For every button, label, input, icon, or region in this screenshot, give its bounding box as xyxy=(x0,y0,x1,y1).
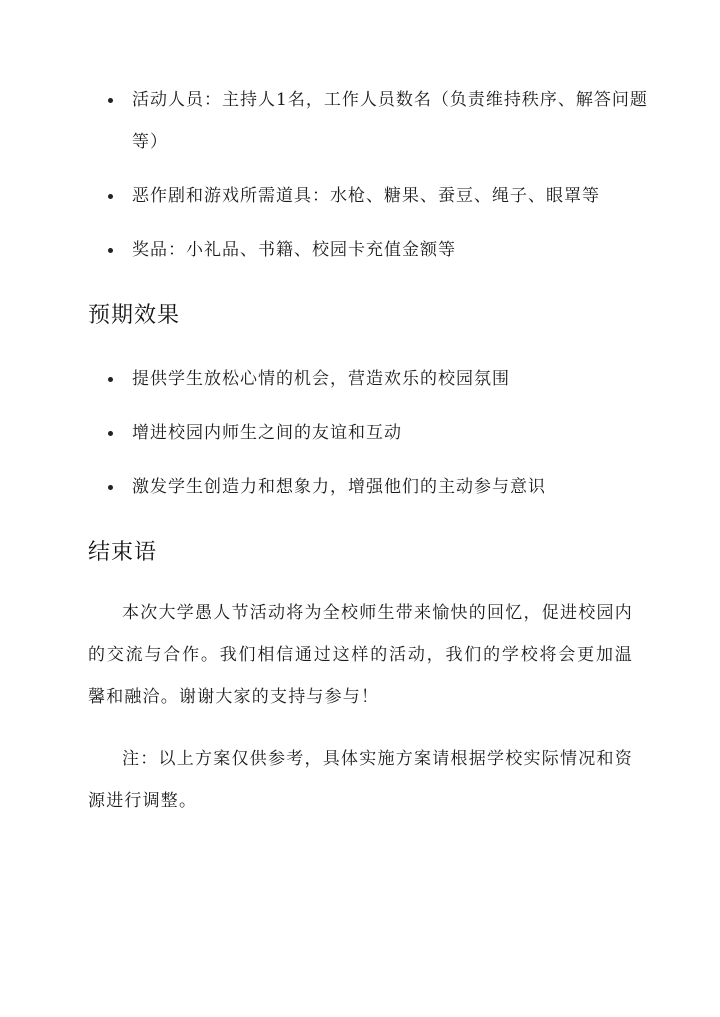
bullet-icon xyxy=(108,98,113,103)
list-item xyxy=(88,175,648,217)
section-heading-effects: 预期效果 xyxy=(88,303,181,328)
list-item xyxy=(88,229,648,271)
list-item xyxy=(88,466,648,508)
bullet-icon xyxy=(108,485,113,490)
list-item-text: 恶作剧和游戏所需道具：水枪、糖果、蚕豆、绳子、眼罩等 xyxy=(132,186,600,206)
list-item-text: 提供学生放松心情的机会，营造欢乐的校园氛围 xyxy=(132,369,510,389)
list-item xyxy=(88,412,648,454)
list-item-text: 奖品：小礼品、书籍、校园卡充值金额等 xyxy=(132,240,456,260)
list-item xyxy=(88,79,648,163)
bullet-icon xyxy=(108,194,113,199)
resource-list xyxy=(88,79,648,271)
list-item-text: 增进校园内师生之间的友谊和互动 xyxy=(132,423,402,443)
list-item-text: 活动人员：主持人1名，工作人员数名（负责维持秩序、解答问题等） xyxy=(132,90,648,152)
closing-paragraph: 本次大学愚人节活动将为全校师生带来愉快的回忆，促进校园内的交流与合作。我们相信通过这样的活动，我们的学校将会更加温馨和融洽。谢谢大家的支持与参与！ xyxy=(88,603,633,707)
bullet-icon xyxy=(108,377,113,382)
note-paragraph: 注：以上方案仅供参考，具体实施方案请根据学校实际情况和资源进行调整。 xyxy=(88,749,633,811)
bullet-icon xyxy=(108,431,113,436)
bullet-icon xyxy=(108,248,113,253)
list-item-text: 激发学生创造力和想象力，增强他们的主动参与意识 xyxy=(132,477,546,497)
section-heading-closing: 结束语 xyxy=(88,540,158,565)
list-item xyxy=(88,358,648,400)
effects-list xyxy=(88,358,648,508)
